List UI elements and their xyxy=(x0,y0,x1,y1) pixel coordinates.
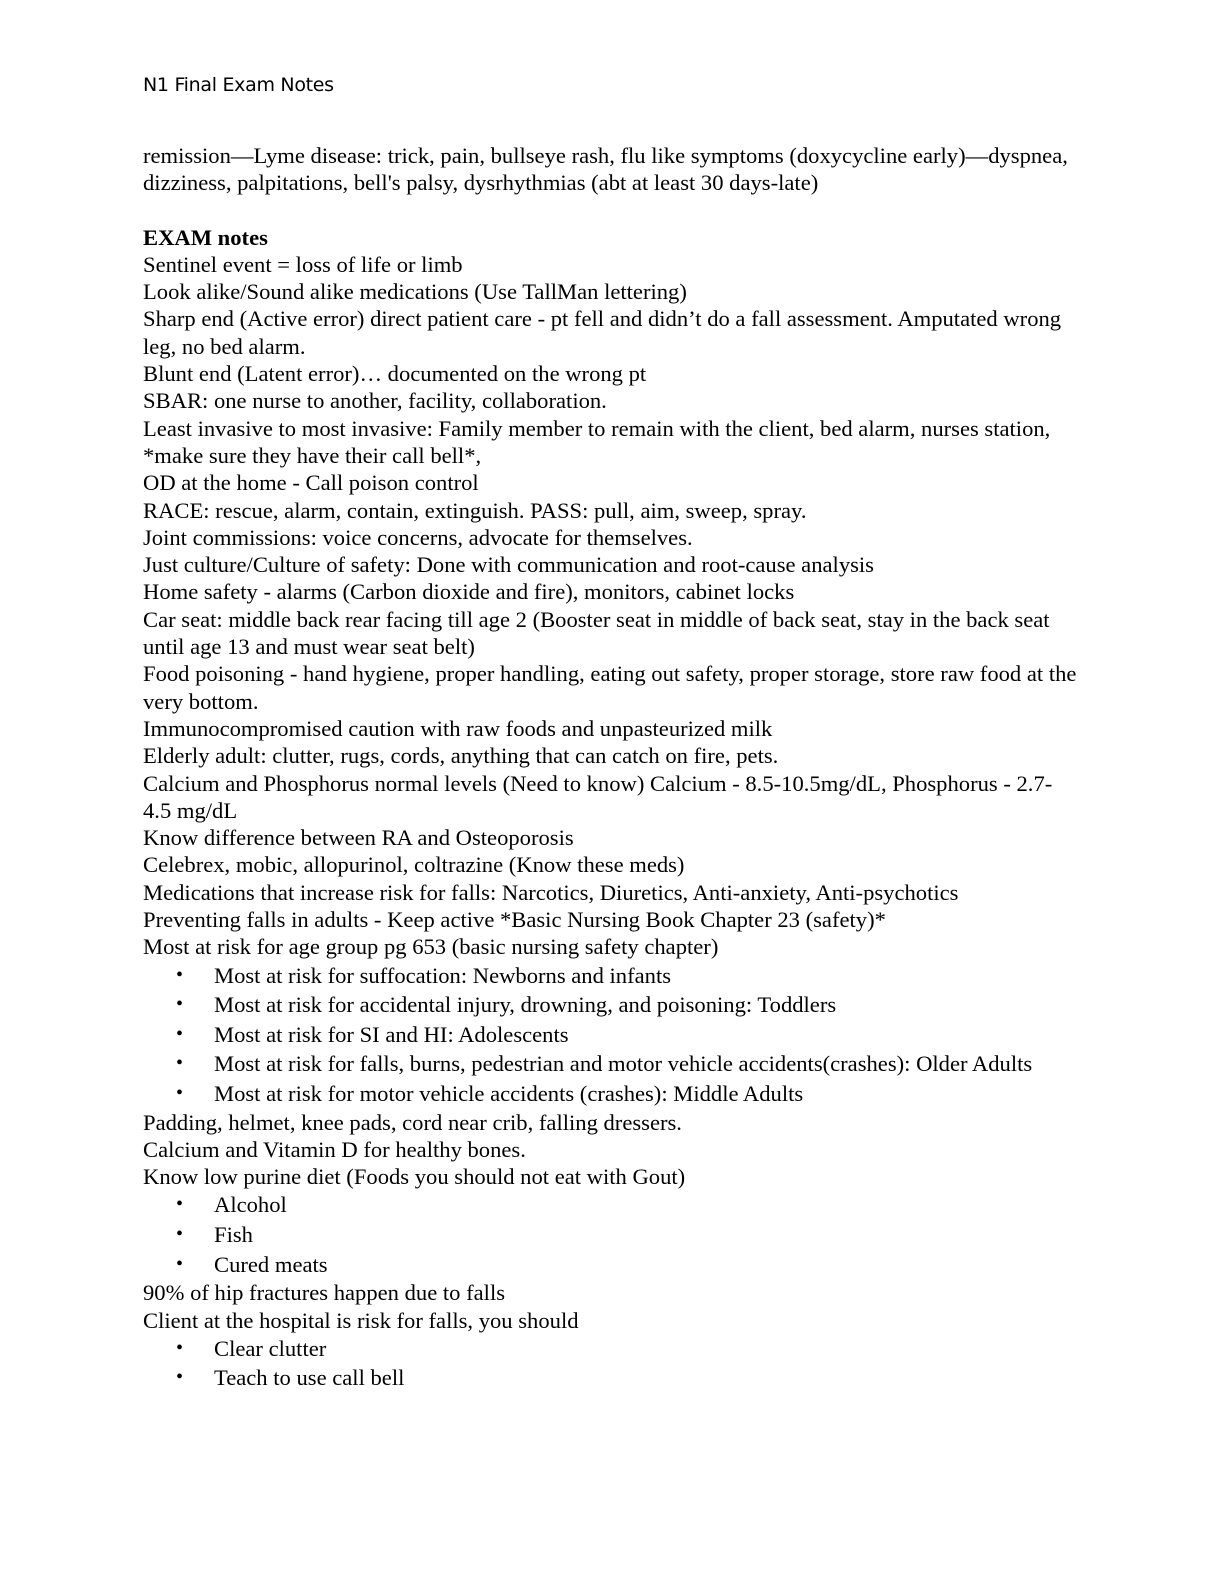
bullet-icon: • xyxy=(176,1081,184,1104)
note-line: Calcium and Vitamin D for healthy bones. xyxy=(143,1136,526,1162)
bullet-text: Cured meats xyxy=(214,1251,328,1277)
bullet-item xyxy=(143,990,1078,1020)
bullet-icon: • xyxy=(176,963,184,986)
note-line: Least invasive to most invasive: Family member to remain with the client, bed alarm, nurses station, *make sure they have their call bell*, xyxy=(143,415,1051,468)
bullet-item xyxy=(143,1363,1078,1393)
bullet-icon: • xyxy=(176,993,184,1016)
bullet-item xyxy=(143,1049,1078,1079)
note-line: Car seat: middle back rear facing till age 2 (Booster seat in middle of back seat, stay in the back seat until age 13 and must wear seat belt) xyxy=(143,606,1050,660)
bullet-icon: • xyxy=(176,1052,184,1075)
bullet-item xyxy=(143,1020,1078,1050)
bullet-text: Most at risk for suffocation: Newborns and infants xyxy=(214,962,672,988)
note-line: Home safety - alarms (Carbon dioxide and fire), monitors, cabinet locks xyxy=(143,579,795,605)
bullet-text: Most at risk for accidental injury, drowning, and poisoning: Toddlers xyxy=(214,992,837,1018)
note-line: Know low purine diet (Foods you should not eat with Gout) xyxy=(143,1164,686,1190)
bullet-icon: • xyxy=(176,1193,184,1216)
bullet-item xyxy=(143,1250,1078,1280)
bullet-item xyxy=(143,1334,1078,1364)
bullet-text: Most at risk for motor vehicle accidents (crashes): Middle Adults xyxy=(214,1080,804,1106)
bullet-item xyxy=(143,1220,1078,1250)
bullet-text: Most at risk for SI and HI: Adolescents xyxy=(214,1021,569,1047)
note-line: Celebrex, mobic, allopurinol, coltrazine (Know these meds) xyxy=(143,852,685,878)
document-body xyxy=(143,142,1078,1393)
note-line: Padding, helmet, knee pads, cord near crib, falling dressers. xyxy=(143,1109,682,1135)
note-line: Joint commissions: voice concerns, advocate for themselves. xyxy=(143,524,693,550)
note-line: Look alike/Sound alike medications (Use TallMan lettering) xyxy=(143,279,687,305)
bullet-list xyxy=(143,1190,1078,1279)
bullet-text: Fish xyxy=(214,1222,253,1248)
note-line: Blunt end (Latent error)… documented on the wrong pt xyxy=(143,361,647,387)
note-line: Know difference between RA and Osteoporosis xyxy=(143,825,574,851)
bullet-icon: • xyxy=(176,1366,184,1389)
bullet-icon: • xyxy=(176,1223,184,1246)
note-line: OD at the home - Call poison control xyxy=(143,470,479,496)
note-line: Most at risk for age group pg 653 (basic nursing safety chapter) xyxy=(143,934,719,960)
note-line: Medications that increase risk for falls: Narcotics, Diuretics, Anti-anxiety, Anti-psychotics xyxy=(143,879,959,905)
note-line: Elderly adult: clutter, rugs, cords, anything that can catch on fire, pets. xyxy=(143,743,779,769)
note-line: 90% of hip fractures happen due to falls xyxy=(143,1280,506,1306)
bullet-text: Clear clutter xyxy=(214,1335,327,1361)
page-header: N1 Final Exam Notes xyxy=(143,74,334,96)
bullet-text: Alcohol xyxy=(214,1192,287,1218)
bullet-text: Most at risk for falls, burns, pedestrian and motor vehicle accidents(crashes): Older Adults xyxy=(214,1051,1033,1077)
note-line: Calcium and Phosphorus normal levels (Need to know) Calcium - 8.5-10.5mg/dL, Phosphorus - 2.7-4.5 mg/dL xyxy=(143,770,1053,823)
note-line: Preventing falls in adults - Keep active *Basic Nursing Book Chapter 23 (safety)* xyxy=(143,907,886,933)
note-line: SBAR: one nurse to another, facility, collaboration. xyxy=(143,388,607,414)
note-line: Immunocompromised caution with raw foods and unpasteurized milk xyxy=(143,715,773,741)
bullet-item xyxy=(143,961,1078,991)
note-line: Just culture/Culture of safety: Done with communication and root-cause analysis xyxy=(143,552,874,578)
bullet-text: Teach to use call bell xyxy=(214,1365,405,1391)
section-heading: EXAM notes xyxy=(143,224,268,250)
note-line: RACE: rescue, alarm, contain, extinguish. PASS: pull, aim, sweep, spray. xyxy=(143,497,807,523)
intro-paragraph: remission—Lyme disease: trick, pain, bullseye rash, flu like symptoms (doxycycline early)—dyspnea, dizziness, palpitations, bell's palsy, dysrhythmias (abt at least 30 days-late) xyxy=(143,143,1068,196)
bullet-icon: • xyxy=(176,1252,184,1275)
bullet-item xyxy=(143,1079,1078,1109)
note-line: Client at the hospital is risk for falls, you should xyxy=(143,1307,579,1333)
note-line: Sentinel event = loss of life or limb xyxy=(143,251,463,277)
note-line: Sharp end (Active error) direct patient care - pt fell and didn’t do a fall assessment. Amputated wrong leg, no bed alarm. xyxy=(143,306,1062,359)
bullet-item xyxy=(143,1190,1078,1220)
bullet-icon: • xyxy=(176,1336,184,1359)
bullet-icon: • xyxy=(176,1022,184,1045)
notes-list xyxy=(143,251,1078,1393)
bullet-list xyxy=(143,1334,1078,1393)
bullet-list xyxy=(143,961,1078,1109)
note-line: Food poisoning - hand hygiene, proper handling, eating out safety, proper storage, store raw food at the very bottom. xyxy=(143,661,1077,714)
